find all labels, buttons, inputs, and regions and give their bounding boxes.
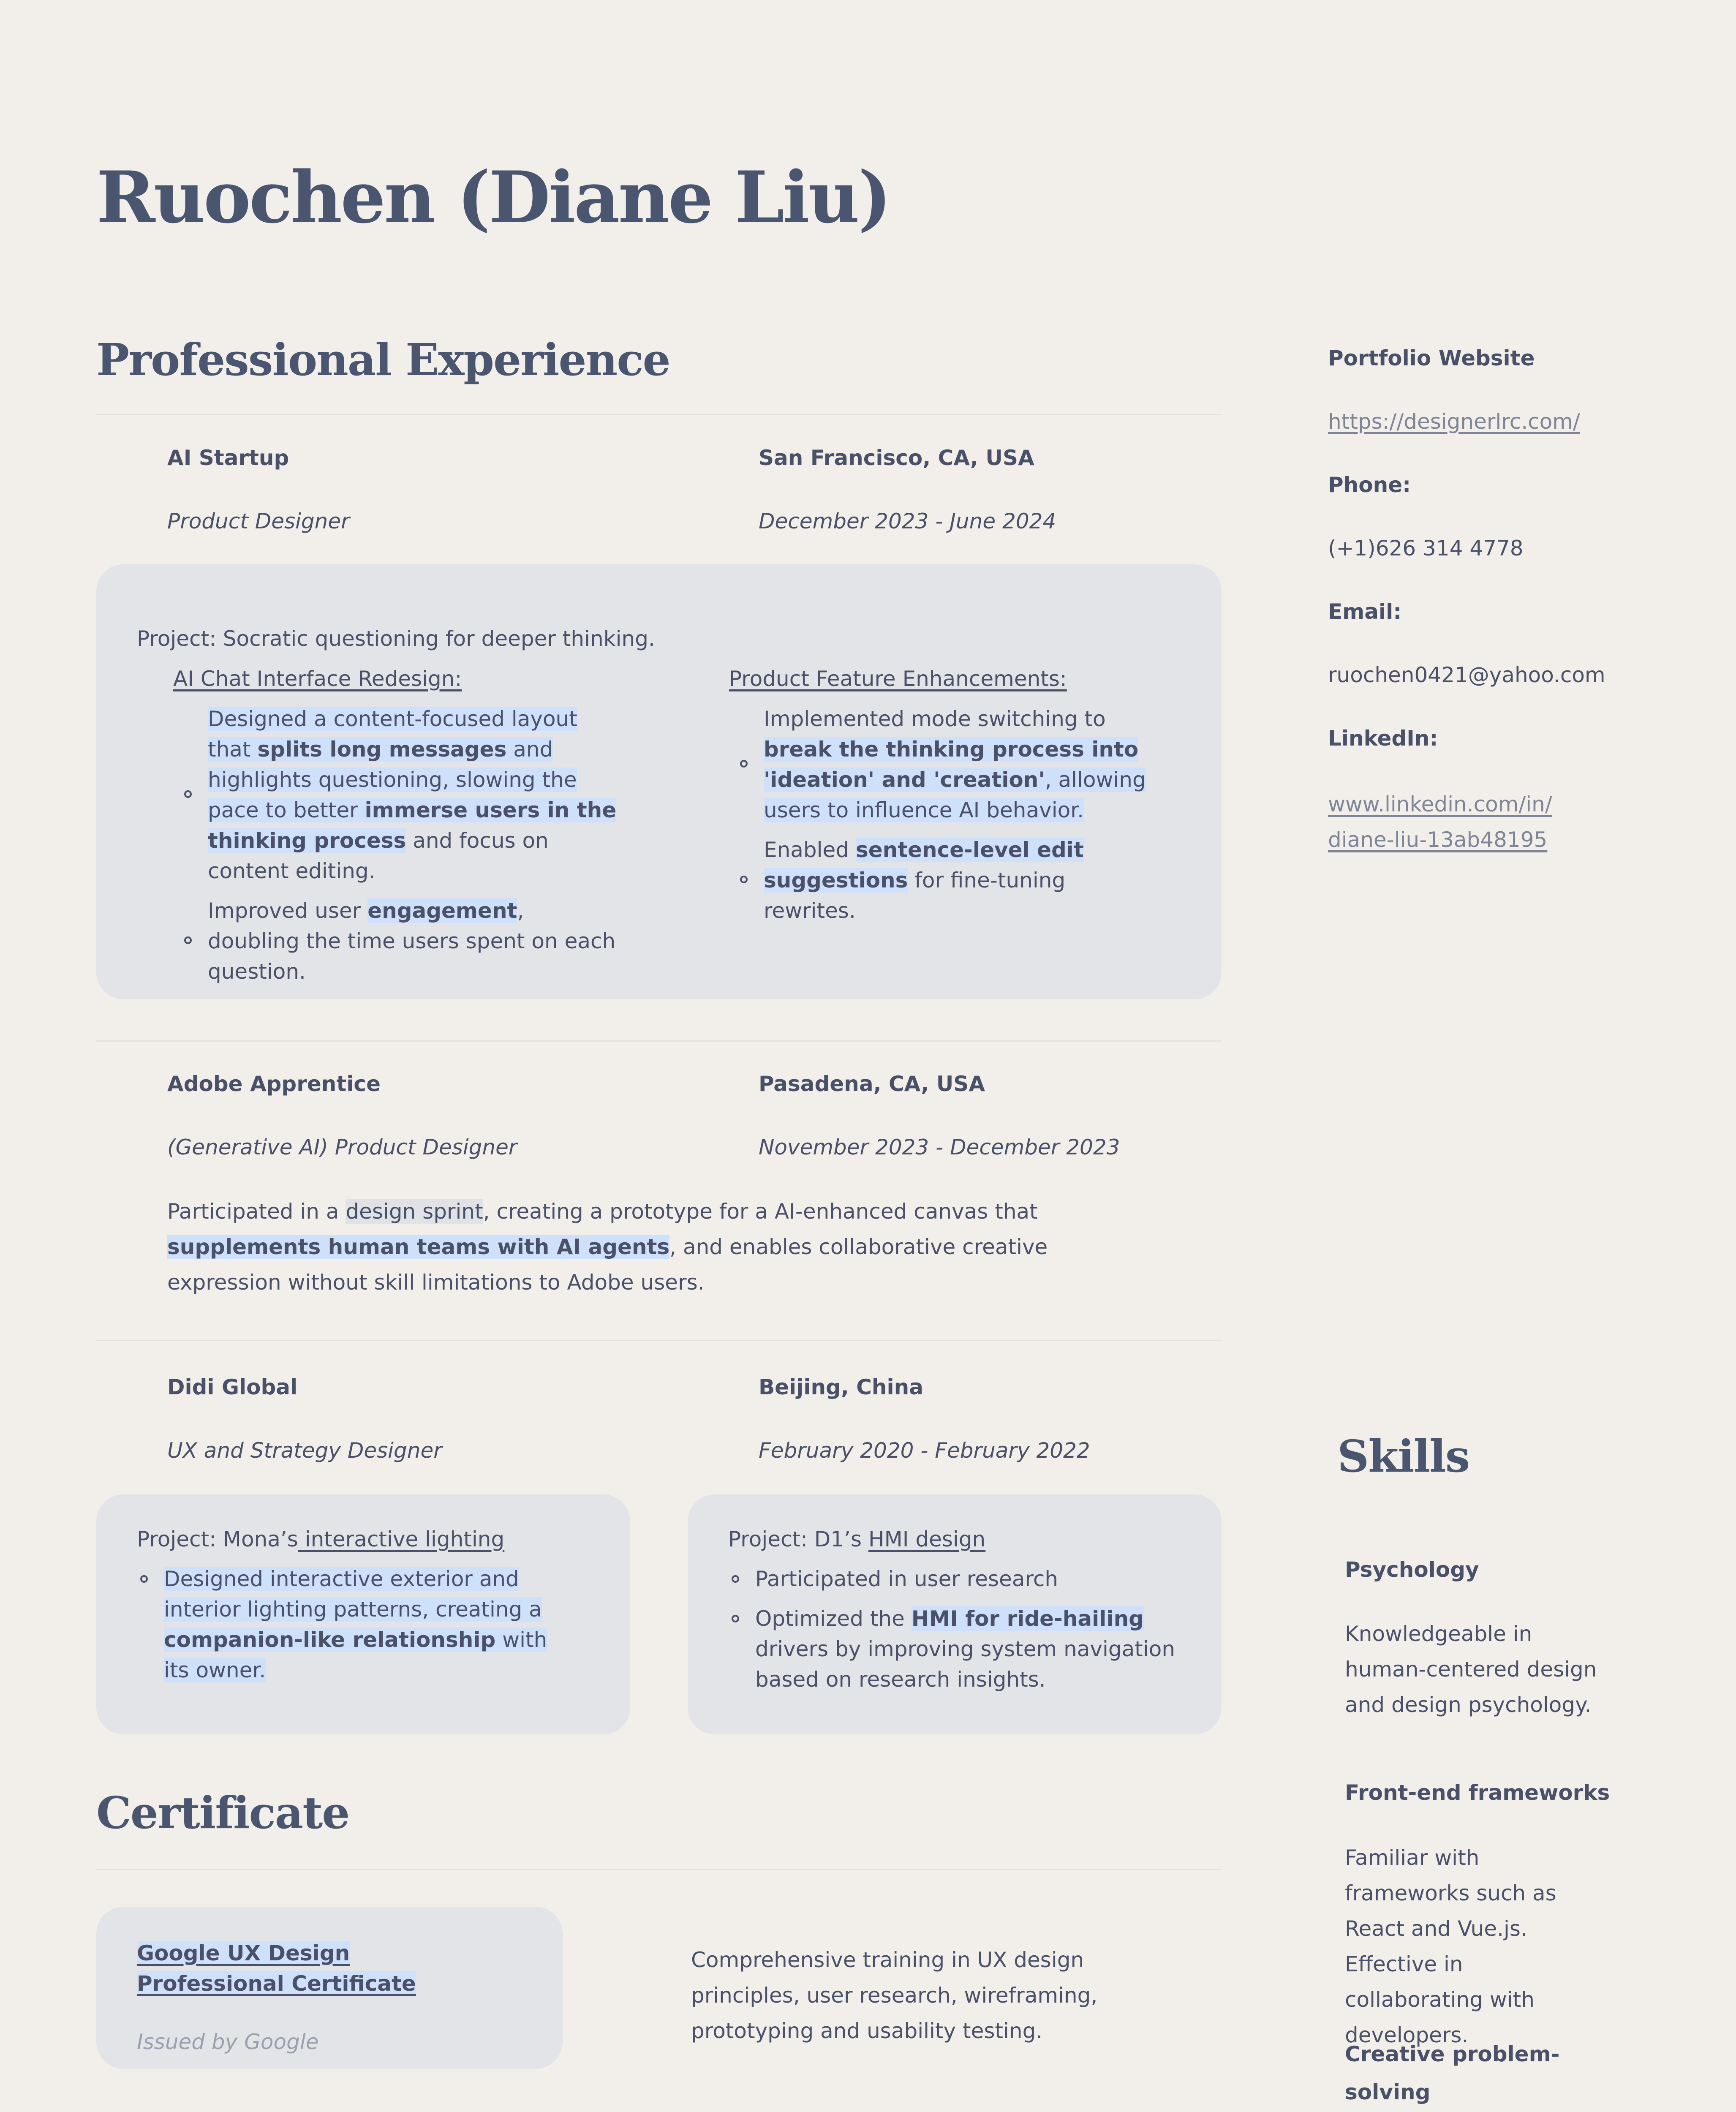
phone-number: (+1)626 314 4778 xyxy=(1328,536,1524,561)
divider xyxy=(96,1340,1222,1341)
job-role: UX and Strategy Designer xyxy=(167,1438,442,1463)
skill-description: Knowledgeable in human-centered design and design psychology. xyxy=(1345,1622,1597,1717)
skill-name: Creative problem-solving xyxy=(1345,2042,1560,2104)
linkedin-link[interactable]: www.linkedin.com/in/ diane-liu-13ab48195 xyxy=(1328,792,1552,852)
list-item: Optimized the HMI for ride-hailing drivers by improving system navigation based on research insights. xyxy=(728,1603,1176,1695)
certificate-description: Comprehensive training in UX design principles, user research, wireframing, prototyping and usability testing. xyxy=(691,1948,1098,2043)
feature-heading: Product Feature Enhancements: xyxy=(729,667,1067,691)
project-title: Project: Socratic questioning for deeper thinking. xyxy=(137,626,655,651)
linkedin-label: LinkedIn: xyxy=(1328,726,1438,751)
page-title: Ruochen (Diane Liu) xyxy=(96,155,890,239)
experience-heading: Professional Experience xyxy=(96,334,670,386)
company-name: Adobe Apprentice xyxy=(167,1072,381,1096)
job-dates: February 2020 - February 2022 xyxy=(759,1438,1090,1463)
list-item: Implemented mode switching to break the thinking process into 'ideation' and 'creation', allowing users to influence AI behavior. xyxy=(729,704,1156,825)
portfolio-link[interactable]: https://designerlrc.com/ xyxy=(1328,409,1580,434)
phone-label: Phone: xyxy=(1328,473,1411,497)
project-title: Project: D1’s HMI design xyxy=(728,1527,986,1551)
company-name: Didi Global xyxy=(167,1375,298,1399)
feature-heading: AI Chat Interface Redesign: xyxy=(173,667,462,691)
skills-heading: Skills xyxy=(1337,1430,1469,1482)
job-role: Product Designer xyxy=(167,509,350,533)
divider xyxy=(96,1040,1222,1042)
skill-name: Front-end frameworks xyxy=(1345,1780,1610,1805)
email-label: Email: xyxy=(1328,599,1402,624)
skill-description: Familiar with frameworks such as React and Vue.js. Effective in collaborating with developers. xyxy=(1345,1845,1556,2047)
bullet-list xyxy=(137,1564,576,1695)
certificate-title[interactable]: Google UX Design Professional Certificate xyxy=(137,1941,416,1996)
company-name: AI Startup xyxy=(167,446,289,470)
project-card xyxy=(96,1494,630,1734)
job-location: San Francisco, CA, USA xyxy=(759,446,1034,470)
project-card xyxy=(688,1494,1222,1734)
list-item: Improved user engagement, doubling the time users spent on each question. xyxy=(173,895,621,987)
divider xyxy=(96,414,1222,415)
certificate-card xyxy=(96,1907,563,2069)
bullet-list xyxy=(173,704,621,996)
job-role: (Generative AI) Product Designer xyxy=(167,1135,517,1159)
skill-name: Psychology xyxy=(1345,1557,1479,1582)
job-location: Pasadena, CA, USA xyxy=(759,1072,985,1096)
portfolio-label: Portfolio Website xyxy=(1328,346,1535,370)
list-item: Designed interactive exterior and interior lighting patterns, creating a companion-like relationship with its owner. xyxy=(137,1564,576,1685)
bullet-list xyxy=(729,704,1156,935)
list-item: Participated in user research xyxy=(728,1564,1176,1594)
job-dates: November 2023 - December 2023 xyxy=(759,1135,1120,1159)
divider xyxy=(96,1869,1222,1870)
job-location: Beijing, China xyxy=(759,1375,923,1399)
certificate-heading: Certificate xyxy=(96,1787,349,1839)
project-title: Project: Mona’s interactive lighting xyxy=(137,1527,505,1551)
email-address: ruochen0421@yahoo.com xyxy=(1328,663,1605,687)
bullet-list xyxy=(728,1564,1176,1704)
job-dates: December 2023 - June 2024 xyxy=(759,509,1056,533)
list-item: Enabled sentence-level edit suggestions for fine-tuning rewrites. xyxy=(729,835,1156,926)
list-item: Designed a content-focused layout that splits long messages and highlights questioning, slowing the pace to better immerse users in the thinking process and focus on content editing. xyxy=(173,704,621,886)
certificate-issuer: Issued by Google xyxy=(137,2030,319,2054)
project-card xyxy=(96,564,1222,999)
job-description: Participated in a design sprint, creating a prototype for a AI-enhanced canvas that supplements human teams with AI agents, and enables collaborative creative expression without skill limitations to Adobe users. xyxy=(167,1199,1048,1295)
